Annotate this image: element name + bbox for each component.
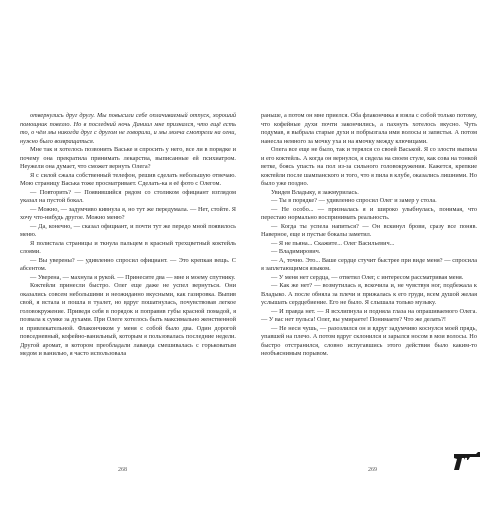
left-paragraph-9: Коктейли принесли быстро. Олег еще даже не успел вернуться. Они оказались совсем небольшими и неожиданно вкусными, как газировка. Выпив свой, я встала и пошла в туалет, но вдруг пошатнулась, почувствовав легкое головокружение. Приведя себя в порядок и поправив губы красной помадой, я позвала к сумке за духами. При Олеге хотелось быть максимально женственной и привлекательной. Флакончиком у меня с собой было два. Один дорогой повседневный, кофейно-ванильный, которым я пользовалась последние недели. Другой аромат, в котором преобладали лаванда смешивалась с горьковатым медом и ванилью, я часто использовала (20, 282, 236, 357)
right-paragraph-2: Увидев Владыку, я зажмурилась. (271, 188, 359, 196)
revolver-icon (452, 448, 482, 472)
right-paragraph-3: — Ты в порядке? — удивленно спросил Олег и замер у стола. (271, 197, 437, 204)
left-paragraph-6: Я полистала страницы и ткнула пальцем в красный трехцветный коктейль слоями. (20, 239, 236, 255)
right-paragraph-1: Олега все еще не было, так и терялся со своей Васькой. Я со злости выпила и его коктейль. А когда он вернулся, я сидела на своем стуле, как сова на тонкой ветке, боясь упасть на пол из-за сильного головокружения. Кажется, крепкие коктейли после шампанского и того, что я пила в клубе, оказались лишними. Но было уже поздно. (261, 146, 477, 187)
left-paragraph-8: — Уверена, — махнула я рукой. — Принесите два — мне и моему спутнику. (30, 273, 236, 281)
left-paragraph-4: — Можно, — задумчиво кивнула я, но тут же передумала. — Нет, стойте. Я хочу что-нибудь другое. Можно меню? (20, 205, 236, 221)
left-paragraph-5: — Да, конечно, — сказал официант, и почти тут же передо мной появилось меню. (20, 222, 236, 238)
right-page (261, 112, 477, 359)
left-paragraph-1: Мне так и хотелось позвонить Ваське и спросить у него, все ли в порядке и почему она прекратила принимать лекарства, выписанные ей психиатром. Неужели она думает, что сможет вернуть Олега? (20, 146, 236, 170)
left-paragraph-7: — Вы уверены? — удивленно спросил официант. — Это крепкая вещь. С абсентом. (20, 256, 236, 272)
right-paragraph-0: раньше, а потом он мне приелся. Оба флакончика я взяла с собой только потому, что кофейные духи почти закончились, а пахнуть хотелось вкусно. Чуть подумав, я выбрала старые духи и побрызгала ими волосы и запястья. А потом нанесла немного за мочку уха и на ямочку между ключицами. (261, 112, 477, 145)
right-paragraph-10: — Как же нет? — возмутилась я, вскочила и, не чувствуя ног, подбежала к Владыко. А после обняла за плечи и прижалась к его груди, всем душой желая услышать сердцебиение. Его не было. Я слышала только музыку. (261, 282, 477, 306)
right-paragraph-7: — Владимирович. (271, 248, 321, 255)
right-paragraph-9: — У меня нет сердца, — ответил Олег, с интересом рассматривая меня. (271, 273, 464, 281)
left-paragraph-0: отвернулись друг другу. Мы повысили себе оплачиваемый отпуск, хороший помощник повезло. Но в последний ночь Даниил мне признался, что ещё есть то, о чём мы никогда друг с другом не говорили, и мы молча смотрели на огни, нужно было возвращаться. (20, 112, 236, 145)
left-page (20, 112, 236, 359)
right-paragraph-6: — Я не пьяна... Скажите... Олег Васильевич... (271, 239, 395, 247)
left-paragraph-3: — Повторить? — Появившийся рядом со столиком официант взглядом указал на пустой бокал. (20, 188, 236, 204)
left-page-number: 268 (118, 467, 127, 473)
right-paragraph-11: — И правда нет. — Я всхлипнула и подняла глаза на опрашиваемого Олега. — У вас нет пульса! Олег, вы умираете! Понимаете? Что же делать?! (261, 307, 477, 323)
right-paragraph-5: — Когда ты успела напиться? — Он вскинул брови, сразу все поняв. Наверное, еще и пустые бокалы заметил. (261, 222, 477, 238)
right-page-number: 269 (368, 467, 377, 473)
right-paragraph-12: — Не неси чушь, — разозлился он и вдруг задумчиво коснулся моей прядь, упавшей на плечо. А потом вдруг склонился и зарылся носом в мои волосы. Но быстро отстранился, словно испугавшись этого действия было каким-то необъяснимым порывом. (261, 324, 477, 357)
right-paragraph-8: — А, точно. Это... Ваше сердце стучит быстрее при виде меня? — спросила я заплетающимся языком. (261, 256, 477, 272)
left-paragraph-2: Я с силой сжала собственный телефон, решив сделать небольшую отвечаю. Мою страницу Васька тоже просматривает. Сделать-ка я её фото с Олегом. (20, 171, 236, 187)
right-paragraph-4: — Не особо... — призналась я и широко улыбнулась, понимая, что перестаю нормально воспринимать реальность. (261, 205, 477, 221)
